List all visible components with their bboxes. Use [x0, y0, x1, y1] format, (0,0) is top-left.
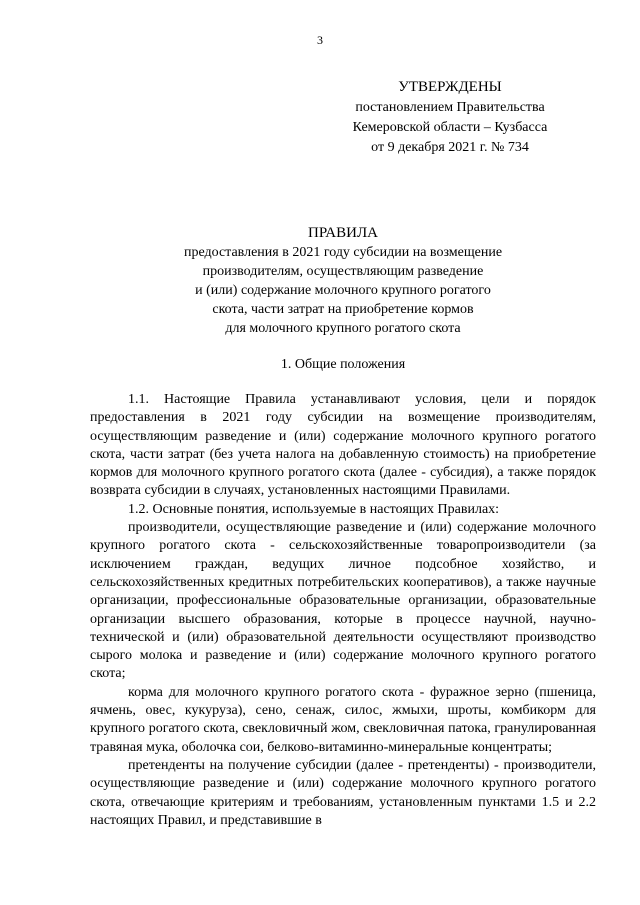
approval-line: Кемеровской области – Кузбасса	[352, 120, 548, 135]
definition-applicants: претенденты на получение субсидии (далее - претенденты) - производители, осуществляющие разведение и (или) содержание молочного крупного рогатого скота, отвечающие критериям и требованиям, установленным пунктами 1.5 и 2.2 настоящих Правил, и представившие в	[90, 757, 596, 828]
document-title: ПРАВИЛА	[308, 225, 378, 241]
definition-producers: производители, осуществляющие разведение и (или) содержание молочного крупного рогатого скота - сельскохозяйственные товаропроизводители (за исключением граждан, ведущих личное подсобное хозяйство, и сельскохозяйственных кредитных потребительских кооперативов), а также научные организации, профессиональные образовательные организации, образовательные организации высшего образования, которые в процессе научной, научно-технической и (или) образовательной деятельности осуществляют производство сырого молока и разведение и (или) содержание молочного крупного рогатого скота;	[90, 520, 596, 682]
document-subtitle-line: производителям, осуществляющим разведение	[202, 264, 484, 279]
section-heading: 1. Общие положения	[280, 357, 406, 372]
approval-line: от 9 декабря 2021 г. № 734	[371, 140, 529, 155]
paragraph-1-2: 1.2. Основные понятия, используемые в настоящих Правилах:	[128, 501, 500, 517]
approval-line: постановлением Правительства	[355, 100, 545, 115]
document-subtitle-line: скота, части затрат на приобретение кормов	[212, 302, 474, 317]
body-text	[90, 391, 596, 830]
paragraph-1-1: 1.1. Настоящие Правила устанавливают условия, цели и порядок предоставления в 2021 году субсидии на возмещение производителям, осуществляющим разведение и (или) содержание молочного крупного рогатого скота, части затрат (без учета налога на добавленную стоимость) на приобретение кормов для молочного крупного рогатого скота (далее - субсидия), а также порядок возврата субсидии в случаях, установленных настоящими Правилами.	[90, 392, 596, 499]
document-subtitle-line: и (или) содержание молочного крупного рогатого	[195, 283, 491, 298]
document-subtitle-line: предоставления в 2021 году субсидии на возмещение	[183, 245, 503, 260]
page-number: 3	[317, 33, 323, 47]
approval-title: УТВЕРЖДЕНЫ	[398, 79, 502, 95]
definition-feed: корма для молочного крупного рогатого скота - фуражное зерно (пшеница, ячмень, овес, кукуруза), сено, сенаж, силос, жмыхи, шроты, комбикорм для крупного рогатого скота, свекловичный жом, свекловичная патока, гранулированная травяная мука, оболочка сои, белково-витаминно-минеральные концентраты;	[90, 684, 596, 755]
approval-block	[330, 76, 570, 158]
document-title-block	[90, 224, 596, 338]
document-subtitle-line: для молочного крупного рогатого скота	[225, 321, 461, 336]
